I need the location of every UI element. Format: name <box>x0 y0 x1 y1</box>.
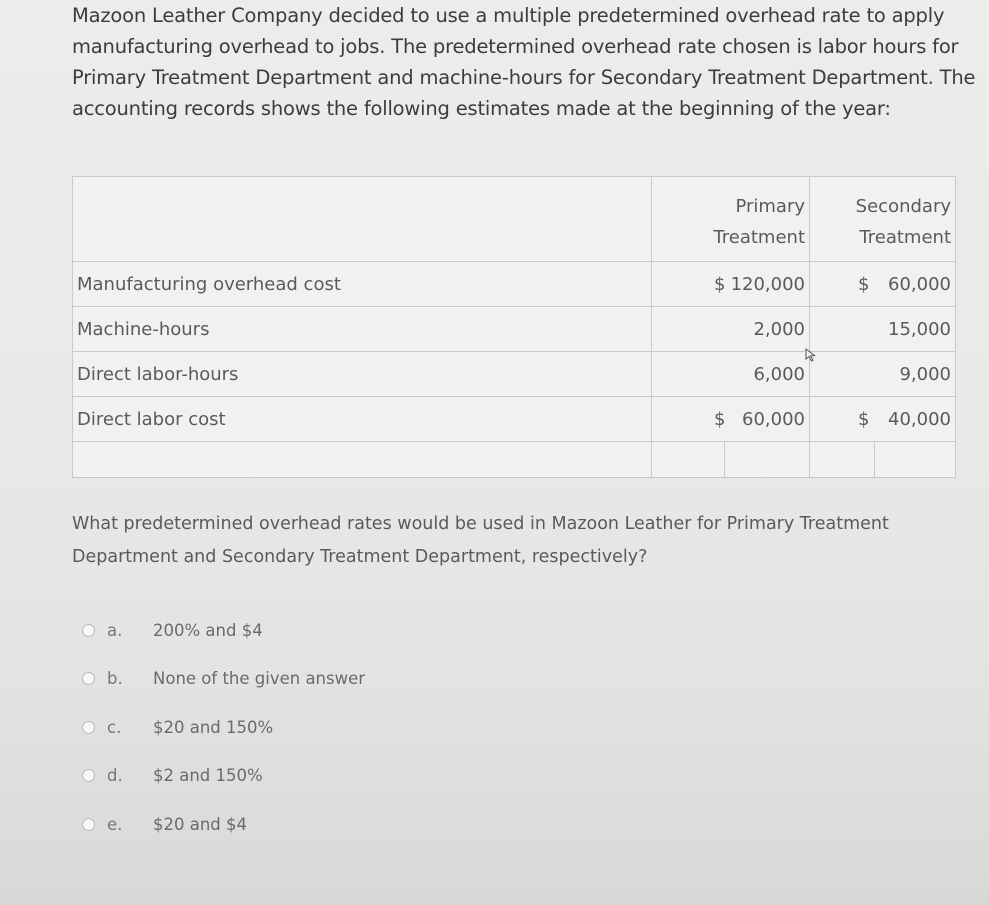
option-letter: a. <box>107 620 123 640</box>
primary-value-cell <box>652 397 810 442</box>
secondary-value-cell <box>810 307 956 352</box>
option-text: 200% and $4 <box>153 620 263 640</box>
primary-value: 120,000 <box>730 273 805 295</box>
table-header-row <box>73 177 956 262</box>
row-label: Manufacturing overhead cost <box>73 262 652 307</box>
empty-cell <box>73 442 652 478</box>
header-secondary-line1: Secondary <box>855 196 951 217</box>
intro-line: Primary Treatment Department and machine-hours for Secondary Treatment Department. The <box>72 66 976 89</box>
secondary-value: 15,000 <box>888 318 951 340</box>
secondary-dollar-sign: $ <box>858 408 870 430</box>
intro-line: manufacturing overhead to jobs. The predetermined overhead rate chosen is labor hours for <box>72 35 959 58</box>
table-row <box>73 397 956 442</box>
secondary-value-cell <box>810 352 956 397</box>
primary-dollar-sign: $ <box>714 273 726 295</box>
option-b[interactable] <box>82 655 365 704</box>
secondary-value: 40,000 <box>888 408 951 430</box>
option-d[interactable] <box>82 752 365 801</box>
secondary-value-cell <box>810 397 956 442</box>
row-label: Machine-hours <box>73 307 652 352</box>
intro-line: Mazoon Leather Company decided to use a multiple predetermined overhead rate to apply <box>72 4 945 27</box>
primary-dollar-sign: $ <box>714 408 726 430</box>
empty-cell <box>725 442 810 478</box>
option-text: $20 and $4 <box>153 814 248 834</box>
question-text <box>72 508 972 574</box>
mouse-cursor-icon <box>805 348 819 362</box>
secondary-value-cell <box>810 262 956 307</box>
option-e[interactable] <box>82 800 365 849</box>
primary-value: 6,000 <box>753 363 805 385</box>
table-row <box>73 307 956 352</box>
question-line: Department and Secondary Treatment Department, respectively? <box>72 547 648 567</box>
secondary-value: 60,000 <box>888 273 951 295</box>
table-row <box>73 352 956 397</box>
header-secondary-line2: Treatment <box>859 227 951 248</box>
header-empty-cell <box>73 177 652 262</box>
header-primary-line2: Treatment <box>713 227 805 248</box>
empty-cell <box>875 442 956 478</box>
option-text: None of the given answer <box>153 669 366 689</box>
table-row-empty <box>73 442 956 478</box>
answer-options <box>82 606 365 849</box>
header-primary-line1: Primary <box>735 196 805 217</box>
option-text: $20 and 150% <box>153 717 274 737</box>
primary-value: 60,000 <box>742 408 805 430</box>
radio-button[interactable] <box>82 672 95 685</box>
primary-value-cell <box>652 307 810 352</box>
header-primary-cell <box>652 177 810 262</box>
empty-cell <box>652 442 725 478</box>
radio-button[interactable] <box>82 818 95 831</box>
option-letter: d. <box>107 766 123 786</box>
option-a[interactable] <box>82 606 365 655</box>
radio-button[interactable] <box>82 769 95 782</box>
estimates-table <box>72 176 956 478</box>
row-label: Direct labor-hours <box>73 352 652 397</box>
question-intro <box>72 0 976 124</box>
row-label: Direct labor cost <box>73 397 652 442</box>
primary-value-cell <box>652 262 810 307</box>
option-letter: b. <box>107 669 123 689</box>
option-letter: e. <box>107 814 123 834</box>
option-letter: c. <box>107 717 122 737</box>
secondary-value: 9,000 <box>899 363 951 385</box>
question-line: What predetermined overhead rates would be used in Mazoon Leather for Primary Treatment <box>72 514 889 534</box>
empty-cell <box>810 442 875 478</box>
radio-button[interactable] <box>82 624 95 637</box>
primary-value-cell <box>652 352 810 397</box>
primary-value: 2,000 <box>753 318 805 340</box>
option-text: $2 and 150% <box>153 766 263 786</box>
table-row <box>73 262 956 307</box>
header-secondary-cell <box>810 177 956 262</box>
intro-line: accounting records shows the following estimates made at the beginning of the year: <box>72 97 891 120</box>
secondary-dollar-sign: $ <box>858 273 870 295</box>
option-c[interactable] <box>82 703 365 752</box>
radio-button[interactable] <box>82 721 95 734</box>
